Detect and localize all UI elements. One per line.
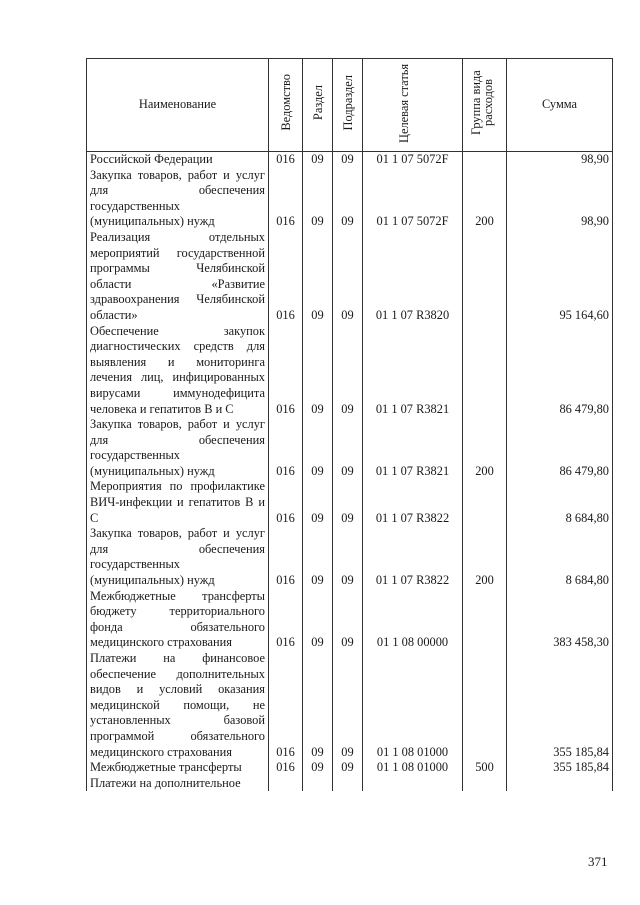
cell-name: Закупка товаров, работ и услуг для обеспечения государственных (муниципальных) нужд [87,526,269,588]
cell-dept: 016 [269,526,303,588]
cell-name: Межбюджетные трансферты бюджету территориального фонда обязательного медицинского страхования [87,589,269,651]
cell-name: Российской Федерации [87,152,269,168]
cell-sum: 8 684,80 [507,526,613,588]
table-row [87,230,613,324]
cell-target-item: 01 1 07 R3821 [363,417,463,479]
table-row [87,479,613,526]
cell-name: Обеспечение закупок диагностических средств для выявления и мониторинга лечения лиц, инфицированных вирусами иммунодефицита человека и гепатитов В и С [87,324,269,418]
header-section: Раздел [303,59,333,152]
cell-target-item: 01 1 08 00000 [363,589,463,651]
cell-section: 09 [303,526,333,588]
cell-target-item: 01 1 07 R3822 [363,526,463,588]
cell-name: Межбюджетные трансферты [87,760,269,776]
cell-name: Закупка товаров, работ и услуг для обеспечения государственных (муниципальных) нужд [87,168,269,230]
cell-target-item: 01 1 08 01000 [363,651,463,760]
cell-sum: 383 458,30 [507,589,613,651]
cell-dept: 016 [269,230,303,324]
cell-section: 09 [303,589,333,651]
table-row [87,168,613,230]
cell-name: Мероприятия по профилактике ВИЧ-инфекции и гепатитов В и С [87,479,269,526]
table-row [87,760,613,776]
cell-dept: 016 [269,152,303,168]
cell-name: Платежи на дополнительное [87,776,269,792]
cell-target-item: 01 1 07 5072F [363,168,463,230]
header-expense-group: Группа вида расходов [463,59,507,152]
header-name: Наименование [87,59,269,152]
cell-expense-group: 500 [463,760,507,776]
cell-section: 09 [303,479,333,526]
cell-subsection [333,776,363,792]
cell-subsection: 09 [333,526,363,588]
cell-subsection: 09 [333,651,363,760]
cell-expense-group [463,152,507,168]
cell-subsection: 09 [333,168,363,230]
cell-section: 09 [303,651,333,760]
cell-dept: 016 [269,760,303,776]
cell-dept: 016 [269,324,303,418]
cell-section: 09 [303,324,333,418]
cell-expense-group: 200 [463,168,507,230]
cell-subsection: 09 [333,324,363,418]
cell-subsection: 09 [333,760,363,776]
table-row [87,526,613,588]
table-row [87,589,613,651]
cell-sum: 86 479,80 [507,324,613,418]
table-row [87,324,613,418]
cell-target-item: 01 1 08 01000 [363,760,463,776]
cell-expense-group: 200 [463,526,507,588]
cell-sum [507,776,613,792]
cell-expense-group [463,230,507,324]
cell-target-item: 01 1 07 R3820 [363,230,463,324]
table-row [87,152,613,168]
cell-dept: 016 [269,417,303,479]
cell-sum: 98,90 [507,152,613,168]
cell-dept: 016 [269,589,303,651]
cell-subsection: 09 [333,589,363,651]
cell-sum: 355 185,84 [507,760,613,776]
cell-sum: 86 479,80 [507,417,613,479]
cell-sum: 355 185,84 [507,651,613,760]
cell-expense-group [463,651,507,760]
cell-expense-group [463,479,507,526]
cell-sum: 98,90 [507,168,613,230]
cell-section: 09 [303,168,333,230]
cell-dept [269,776,303,792]
cell-name: Реализация отдельных мероприятий государственной программы Челябинской области «Развитие здравоохранения Челябинской области» [87,230,269,324]
cell-subsection: 09 [333,152,363,168]
cell-sum: 95 164,60 [507,230,613,324]
page-number: 371 [588,854,608,869]
cell-name: Закупка товаров, работ и услуг для обеспечения государственных (муниципальных) нужд [87,417,269,479]
cell-subsection: 09 [333,479,363,526]
budget-table [86,58,613,791]
cell-expense-group [463,776,507,792]
table-row [87,776,613,792]
header-subsection: Подраздел [333,59,363,152]
header-sum: Сумма [507,59,613,152]
cell-subsection: 09 [333,417,363,479]
table-row [87,417,613,479]
cell-expense-group: 200 [463,417,507,479]
header-dept: Ведомство [269,59,303,152]
cell-section [303,776,333,792]
cell-dept: 016 [269,168,303,230]
table-header-row [87,59,613,152]
cell-target-item: 01 1 07 R3821 [363,324,463,418]
cell-name: Платежи на финансовое обеспечение дополнительных видов и условий оказания медицинской помощи, не установленных базовой программой обязательного медицинского страхования [87,651,269,760]
cell-sum: 8 684,80 [507,479,613,526]
cell-section: 09 [303,760,333,776]
cell-expense-group [463,589,507,651]
cell-section: 09 [303,417,333,479]
cell-dept: 016 [269,479,303,526]
cell-target-item [363,776,463,792]
cell-dept: 016 [269,651,303,760]
cell-target-item: 01 1 07 5072F [363,152,463,168]
cell-subsection: 09 [333,230,363,324]
cell-expense-group [463,324,507,418]
header-target-item: Целевая статья [363,59,463,152]
cell-target-item: 01 1 07 R3822 [363,479,463,526]
cell-section: 09 [303,152,333,168]
cell-section: 09 [303,230,333,324]
table-row [87,651,613,760]
